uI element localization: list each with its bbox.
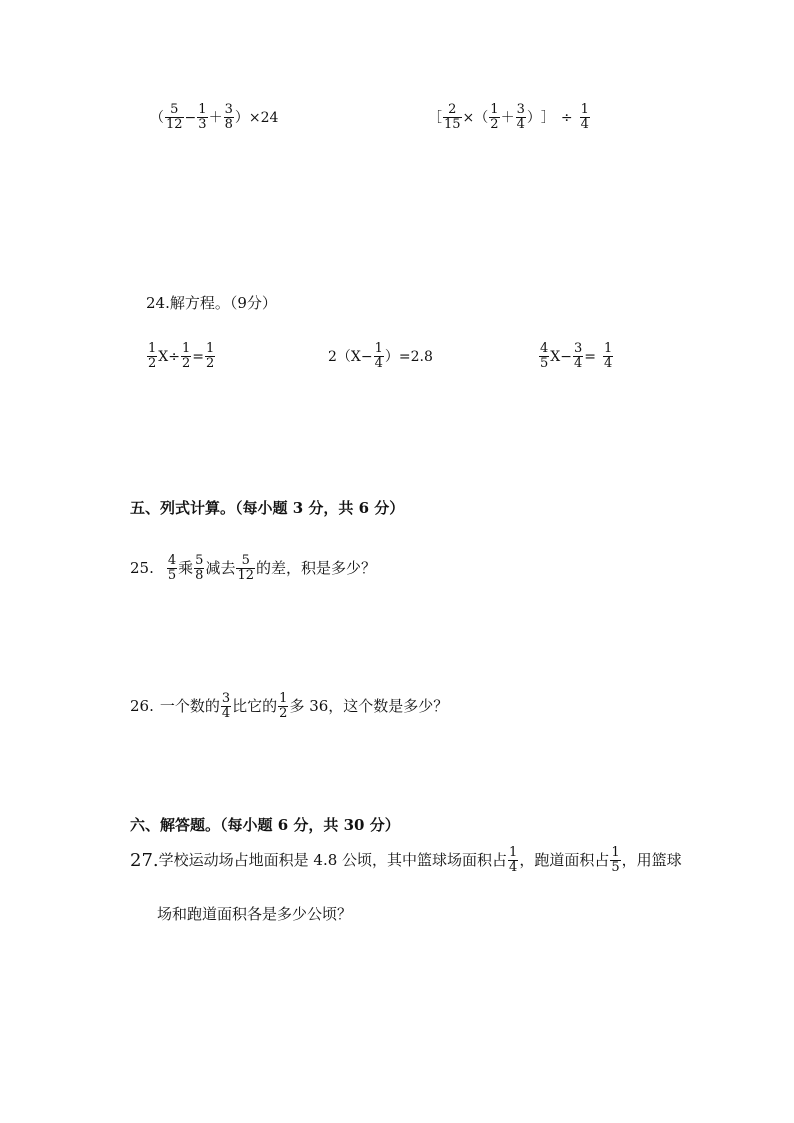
x-divide: X÷ [158, 348, 180, 365]
eq2-suffix: ）=2.8 [384, 348, 433, 365]
text: ，跑道面积占 [519, 851, 610, 869]
text: 一个数的 [159, 697, 220, 715]
expr-23-right [428, 103, 591, 132]
bracket-open: ［ [428, 109, 442, 126]
paren-open: （ [474, 109, 489, 126]
fraction: $\frac{4}{5}$ [540, 341, 549, 371]
text: 乘 [178, 559, 194, 577]
fraction: $\frac{1}{2}$ [181, 341, 191, 371]
q27-line-2: 场和跑道面积各是多少公顷？ [157, 905, 353, 923]
equation-1 [146, 342, 216, 371]
fraction: $\frac{5}{12}$ [237, 553, 254, 583]
fraction: $\frac{1}{4}$ [509, 845, 518, 875]
fraction: $\frac{1}{4}$ [604, 341, 613, 371]
text: 减去 [205, 559, 236, 577]
fraction: $\frac{1}{3}$ [198, 102, 207, 132]
paren-close: ） [526, 109, 541, 126]
eq2-prefix: 2（X− [328, 348, 373, 365]
fraction: $\frac{3}{4}$ [573, 341, 583, 371]
paren-close: ） [234, 109, 249, 126]
question-number: 25. [130, 559, 154, 577]
multiply-24: ×24 [248, 109, 279, 126]
expr-23-left [150, 103, 278, 132]
text: 学校运动场占地面积是 4.8 公顷，其中篮球场面积占 [158, 851, 508, 869]
equation-3 [538, 342, 614, 371]
text: 比它的 [232, 697, 278, 715]
q27-line-1 [130, 846, 682, 875]
fraction: $\frac{5}{12}$ [166, 102, 183, 132]
fraction: $\frac{3}{8}$ [224, 102, 233, 132]
fraction: $\frac{1}{4}$ [374, 341, 383, 371]
text: 的差，积是多少？ [256, 559, 377, 577]
section-5-title: 五、列式计算。（每小题 3 分，共 6 分） [130, 499, 405, 517]
fraction: $\frac{1}{2}$ [206, 341, 215, 371]
equals-sign: = [192, 348, 204, 365]
minus-sign: − [184, 109, 197, 126]
question-number: 27. [130, 849, 159, 871]
fraction: $\frac{3}{4}$ [221, 691, 231, 721]
fraction: $\frac{1}{5}$ [611, 845, 620, 875]
fraction: $\frac{3}{4}$ [516, 102, 525, 132]
fraction: $\frac{2}{15}$ [444, 102, 461, 132]
plus-sign: ＋ [500, 109, 515, 126]
question-number: 26. [130, 697, 154, 715]
fraction: $\frac{1}{4}$ [580, 102, 589, 132]
fraction: $\frac{5}{8}$ [195, 553, 204, 583]
fraction: $\frac{1}{2}$ [279, 691, 288, 721]
paren-open: （ [150, 109, 164, 126]
x-minus: X− [550, 348, 572, 365]
equals-sign: = [584, 348, 596, 365]
fraction: $\frac{1}{2}$ [148, 341, 157, 371]
bracket-close: ］ [540, 109, 555, 126]
plus-sign: ＋ [208, 109, 223, 126]
q25 [130, 554, 376, 583]
fraction: $\frac{1}{2}$ [490, 102, 499, 132]
text: ，用篮球 [621, 851, 682, 869]
equation-2 [328, 342, 433, 371]
times-sign: × [462, 109, 475, 126]
fraction: $\frac{4}{5}$ [167, 553, 177, 583]
q24-title: 24.解方程。（9分） [146, 294, 277, 312]
q26 [130, 692, 448, 721]
text: 多 36，这个数是多少？ [289, 697, 449, 715]
divide-sign: ÷ [560, 109, 573, 126]
section-6-title: 六、解答题。（每小题 6 分，共 30 分） [130, 816, 400, 834]
